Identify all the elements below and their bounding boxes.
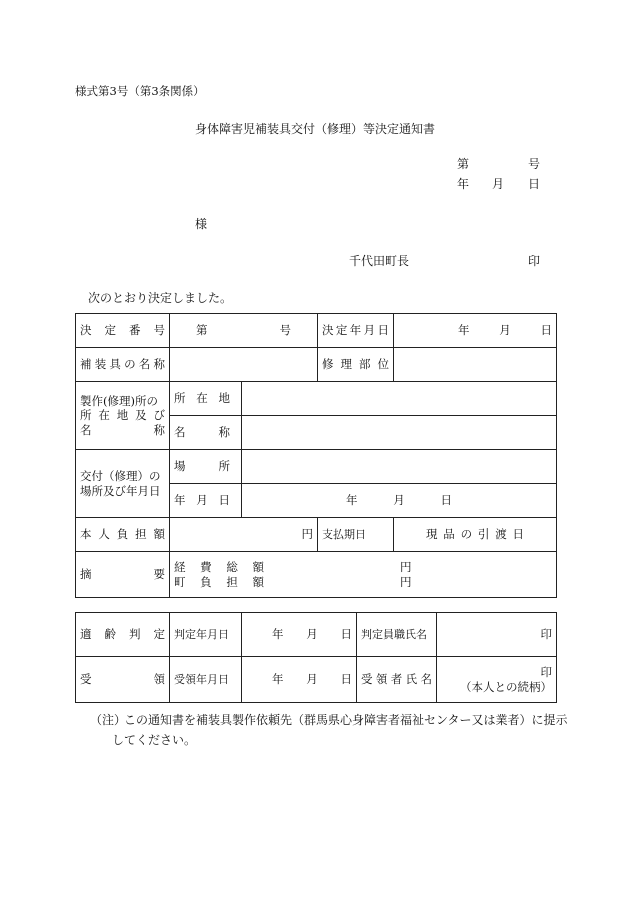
delivery-label: 交付（修理）の 場所及び年月日 — [76, 450, 170, 518]
payment-due-label: 支払期日 — [318, 518, 394, 552]
date-year: 年 — [457, 177, 470, 191]
issuer-seal: 印 — [528, 254, 541, 268]
burden-value: 円 — [170, 518, 318, 552]
number-go: 号 — [528, 157, 541, 171]
device-name-value — [170, 348, 318, 382]
decision-date-label: 決定年月日 — [318, 314, 394, 348]
location-label: 所在地 — [170, 382, 242, 416]
town-burden-label: 町負担額 — [174, 574, 264, 589]
place-label: 場所 — [170, 450, 242, 484]
addressee-sama: 様 — [195, 217, 208, 231]
judge-name-label: 判定員職氏名 — [357, 613, 437, 657]
issuer-name: 千代田町長 — [349, 254, 410, 268]
receiver-seal: 印 （本人との続柄） — [437, 657, 557, 703]
total-cost-yen: 円 — [400, 560, 412, 575]
form-number: 様式第3号（第3条関係） — [75, 84, 205, 98]
repair-part-value — [394, 348, 557, 382]
town-burden-yen: 円 — [400, 574, 412, 589]
burden-label: 本人負担額 — [76, 518, 170, 552]
receipt-date-label: 受領年月日 — [170, 657, 242, 703]
device-name-label: 補装具の名称 — [76, 348, 170, 382]
receipt-label: 受領 — [76, 657, 170, 703]
location-value — [242, 382, 557, 416]
delivery-goods-label: 現品の引渡日 — [394, 518, 557, 552]
age-judgment-label: 適齢判定 — [76, 613, 170, 657]
judgment-table — [75, 612, 557, 703]
receipt-date-value: 年 月 日 — [242, 657, 357, 703]
place-value — [242, 450, 557, 484]
name-label: 名称 — [170, 416, 242, 450]
note-marker: （注） — [90, 713, 127, 727]
decision-table — [75, 313, 557, 598]
decision-date-value: 年 月 日 — [394, 314, 557, 348]
ymd-label: 年月日 — [170, 484, 242, 518]
judgment-date-value: 年 月 日 — [242, 613, 357, 657]
name-value — [242, 416, 557, 450]
decision-no-value: 第 号 — [170, 314, 318, 348]
note-line-2: してください。 — [112, 733, 197, 747]
total-cost-label: 経費総額 — [174, 560, 264, 575]
repair-part-label: 修理部位 — [318, 348, 394, 382]
maker-label: 製作(修理)所の 所在地及び 名称 — [76, 382, 170, 450]
summary-label: 摘要 — [76, 552, 170, 598]
summary-value — [170, 552, 557, 598]
date-month: 月 — [492, 177, 505, 191]
ymd-value: 年 月 日 — [242, 484, 557, 518]
receiver-name-label: 受領者氏名 — [357, 657, 437, 703]
decision-no-label: 決定番号 — [76, 314, 170, 348]
note-line-1: この通知書を補装具製作依頼先（群馬県心身障害者福祉センター又は業者）に提示 — [124, 713, 568, 727]
number-dai: 第 — [457, 157, 470, 171]
intro-text: 次のとおり決定しました。 — [88, 291, 233, 305]
date-day: 日 — [528, 177, 541, 191]
document-title: 身体障害児補装具交付（修理）等決定通知書 — [195, 122, 436, 136]
judgment-date-label: 判定年月日 — [170, 613, 242, 657]
judge-seal: 印 — [437, 613, 557, 657]
